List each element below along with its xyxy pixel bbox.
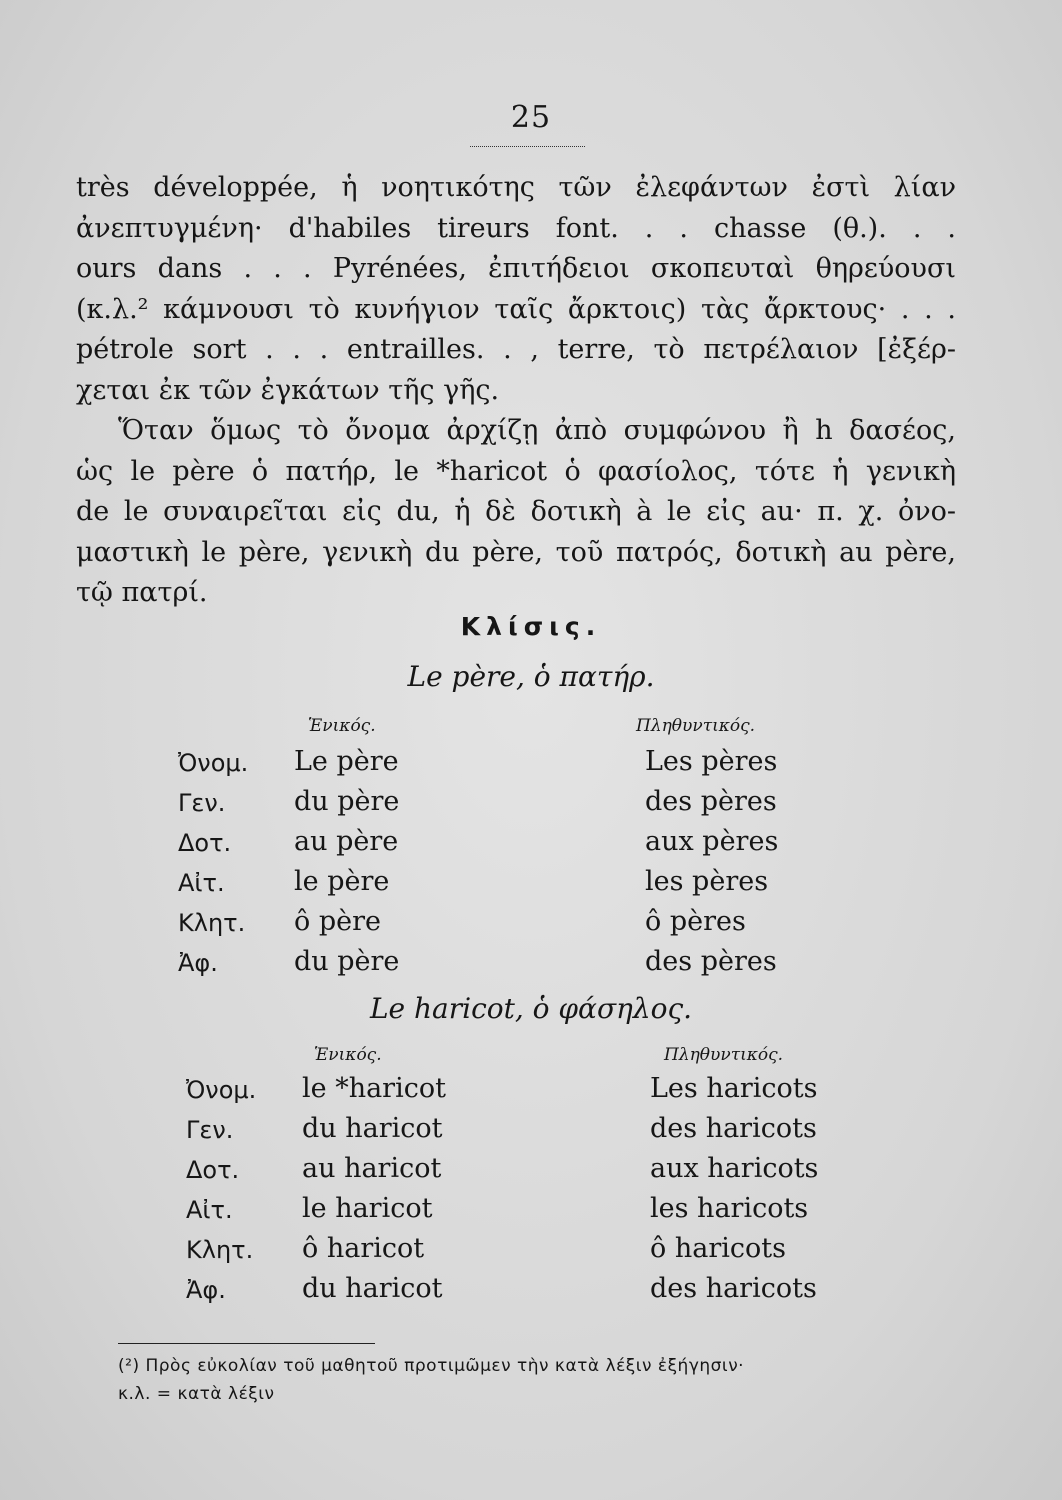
table-row (0, 1073, 1062, 1113)
table-row (0, 1233, 1062, 1273)
page-number: 25 (510, 100, 552, 135)
singular-form: du père (294, 786, 400, 817)
prose-line: τῷ πατρί. (76, 577, 208, 608)
prose-line: χεται ἐκ τῶν ἐγκάτων τῆς γῆς. (76, 374, 500, 406)
table-row (0, 826, 1062, 866)
prose-line: ὡς le père ὁ πατήρ, le *haricot ὁ φασίολος, τότε ἡ γενικὴ (76, 455, 956, 487)
page-number-rule (470, 146, 585, 147)
plural-form: aux haricots (650, 1153, 819, 1184)
case-label: Γεν. (178, 789, 226, 817)
singular-form: le haricot (302, 1193, 433, 1224)
case-label: Ἀφ. (178, 949, 218, 977)
plural-form: des pères (645, 946, 777, 977)
plural-form: aux pères (645, 826, 779, 857)
prose-line: très développée, ἡ νοητικότης τῶν ἐλεφάντων ἐστὶ λίαν (76, 172, 956, 203)
table-row (0, 866, 1062, 906)
singular-form: Le père (294, 746, 399, 777)
singular-form: au père (294, 826, 399, 857)
prose-line: μαστικὴ le père, γενικὴ du père, τοῦ πατρός, δοτικὴ au père, (76, 536, 956, 568)
plural-form: ô pères (645, 906, 746, 937)
singular-form: ô haricot (302, 1233, 425, 1264)
plural-form: des pères (645, 786, 777, 817)
table-row (0, 1193, 1062, 1233)
table-row (0, 906, 1062, 946)
case-label: Ἀφ. (186, 1276, 226, 1304)
singular-form: du père (294, 946, 400, 977)
prose-line: pétrole sort . . . entrailles. . , terre, τὸ πετρέλαιον [ἐξέρ- (76, 334, 956, 365)
plural-header: Πληθυντικός. (664, 1045, 784, 1065)
prose-line: ours dans . . . Pyrénées, ἐπιτήδειοι σκοπευταὶ θηρεύουσι (76, 253, 956, 284)
case-label: Ὀνομ. (186, 1076, 257, 1104)
plural-form: Les haricots (650, 1073, 818, 1104)
prose-line: ἀνεπτυγμένη· d'habiles tireurs font. . . chasse (θ.). . . (76, 212, 956, 244)
prose-paragraph (76, 168, 956, 614)
footnote-rule (118, 1343, 375, 1344)
plural-form: les pères (645, 866, 769, 897)
singular-form: ô père (294, 906, 381, 937)
case-label: Κλητ. (186, 1236, 254, 1264)
plural-form: des haricots (650, 1273, 817, 1304)
case-label: Αἰτ. (186, 1196, 233, 1224)
case-label: Γεν. (186, 1116, 234, 1144)
singular-header: Ἑνικός. (308, 716, 376, 736)
prose-line: Ὅταν ὅμως τὸ ὄνομα ἀρχίζῃ ἀπὸ συμφώνου ἢ h δασέος, (118, 415, 956, 446)
case-label: Ὀνομ. (178, 749, 249, 777)
plural-header: Πληθυντικός. (636, 716, 756, 736)
case-label: Δοτ. (178, 829, 232, 857)
table-row (0, 1273, 1062, 1313)
plural-form: Les pères (645, 746, 778, 777)
prose-line: (κ.λ.² κάμνουσι τὸ κυνήγιον ταῖς ἄρκτοις) τὰς ἄρκτους· . . . (76, 293, 956, 325)
footnote-line-2: κ.λ. = κατὰ λέξιν (118, 1384, 275, 1404)
singular-form: du haricot (302, 1113, 443, 1144)
table-row (0, 746, 1062, 786)
singular-form: du haricot (302, 1273, 443, 1304)
table-row (0, 946, 1062, 986)
plural-form: les haricots (650, 1193, 809, 1224)
declension-title: Le haricot, ὁ φάσηλος. (369, 992, 693, 1025)
table-row (0, 1113, 1062, 1153)
section-title: Κλίσις. (460, 612, 602, 641)
table-row (0, 786, 1062, 826)
prose-line: de le συναιρεῖται εἰς du, ἡ δὲ δοτικὴ à le εἰς au· π. χ. ὀνο- (76, 496, 956, 527)
declension-title: Le père, ὁ πατήρ. (407, 660, 655, 693)
singular-form: au haricot (302, 1153, 442, 1184)
case-label: Κλητ. (178, 909, 246, 937)
plural-form: ô haricots (650, 1233, 786, 1264)
case-label: Δοτ. (186, 1156, 240, 1184)
table-row (0, 1153, 1062, 1193)
footnote-line-1: (²) Πρὸς εὐκολίαν τοῦ μαθητοῦ προτιμῶμεν τὴν κατὰ λέξιν ἐξήγησιν· (118, 1356, 745, 1376)
singular-form: le *haricot (302, 1073, 446, 1104)
singular-form: le père (294, 866, 390, 897)
plural-form: des haricots (650, 1113, 817, 1144)
case-label: Αἰτ. (178, 869, 225, 897)
singular-header: Ἑνικός. (314, 1045, 382, 1065)
